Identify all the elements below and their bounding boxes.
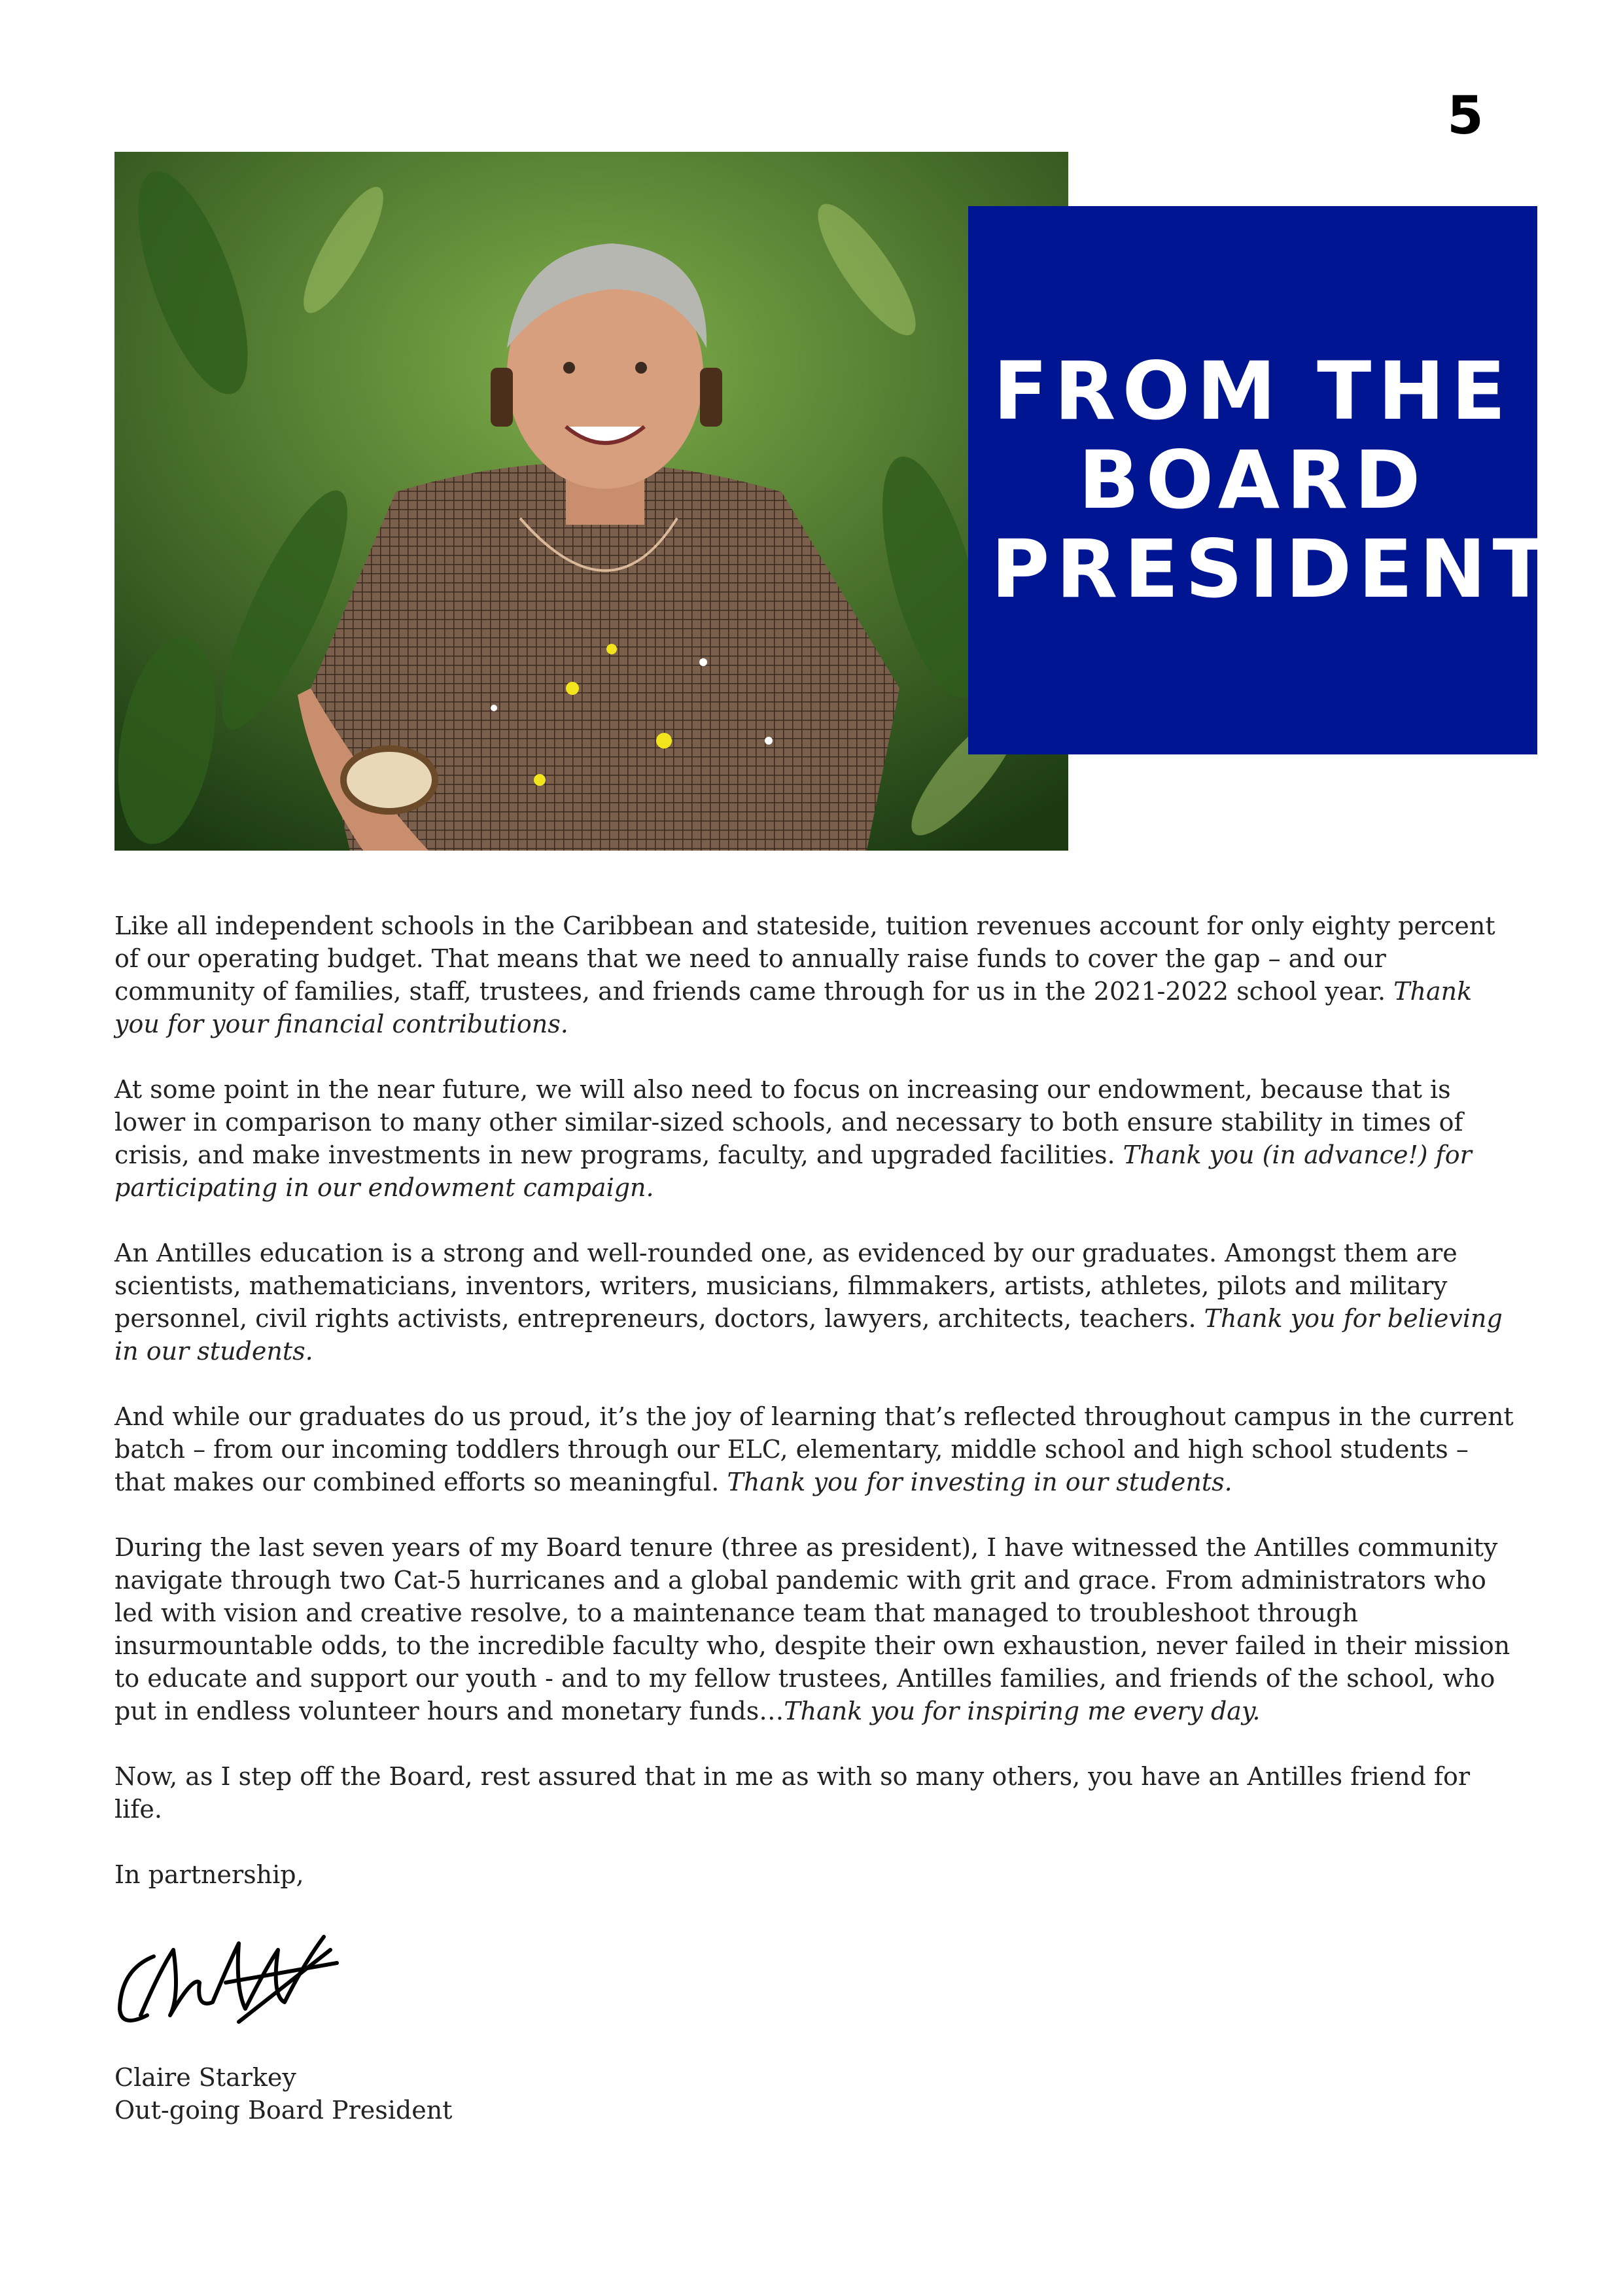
paragraph-text: An Antilles education is a strong and well-rounded one, as evidenced by our graduates. Amongst them are scientists, mathematicians, inventors, writers, musicians, filmmakers, artists, athletes, pilots and military personnel, civil rights activists, entrepreneurs, doctors, lawyers, architects, teachers.	[114, 1239, 1457, 1333]
title-line: BOARD	[1078, 434, 1427, 527]
letter-paragraph	[114, 1531, 1514, 1727]
handwritten-signature	[114, 1924, 350, 2035]
signature-image	[114, 1924, 1514, 2035]
portrait-photo	[114, 152, 1068, 851]
closing-line: In partnership,	[114, 1860, 304, 1889]
letter-body	[114, 910, 1514, 2127]
paragraph-text: And while our graduates do us proud, it’s the joy of learning that’s reflected throughout campus in the current batch – from our incoming toddlers through our ELC, elementary, middle school and high school students – that makes our combined efforts so meaningful.	[114, 1402, 1514, 1496]
paragraph-text: Now, as I step off the Board, rest assured that in me as with so many others, you have an Antilles friend for life.	[114, 1762, 1471, 1824]
signer-title: Out-going Board President	[114, 2096, 453, 2125]
letter-paragraph	[114, 1237, 1514, 1368]
page-number: 5	[1447, 85, 1484, 146]
title-box	[968, 206, 1554, 754]
paragraph-emphasis: Thank you for inspiring me every day.	[784, 1697, 1261, 1725]
paragraph-emphasis: Thank you for believing in our students.	[114, 1304, 1503, 1366]
letter-paragraph	[114, 1400, 1514, 1498]
title-line: PRESIDENT	[991, 523, 1554, 616]
paragraph-text: During the last seven years of my Board tenure (three as president), I have witnessed the Antilles community navigate through two Cat-5 hurricanes and a global pandemic with grit and grace. From administrators who led with vision and creative resolve, to a maintenance team that managed to troubleshoot through insurmountable odds, to the incredible faculty who, despite their own exhaustion, never failed in their mission to educate and support our youth - and to my fellow trustees, Antilles families, and friends of the school, who put in endless volunteer hours and monetary funds…	[114, 1533, 1510, 1725]
paragraph-text: Like all independent schools in the Caribbean and stateside, tuition revenues account for only eighty percent of our operating budget. That means that we need to annually raise funds to cover the gap – and our community of families, staff, trustees, and friends came through for us in the 2021-2022 school year.	[114, 911, 1495, 1006]
paragraph-emphasis: Thank you for your financial contributions.	[114, 977, 1473, 1038]
signer-block	[114, 2061, 1514, 2127]
letter-paragraph	[114, 1760, 1514, 1826]
letter-paragraph	[114, 910, 1514, 1040]
portrait-illustration	[114, 152, 1068, 851]
page-title	[991, 345, 1554, 616]
paragraph-emphasis: Thank you for investing in our students.	[727, 1468, 1232, 1496]
paragraph-emphasis: Thank you (in advance!) for participating in our endowment campaign.	[114, 1140, 1472, 1202]
signer-name: Claire Starkey	[114, 2063, 296, 2092]
letter-paragraph	[114, 1073, 1514, 1204]
title-line: FROM THE	[993, 345, 1512, 438]
paragraph-text: At some point in the near future, we will also need to focus on increasing our endowment, because that is lower in comparison to many other similar-sized schools, and necessary to both ensure stability in times of crisis, and make investments in new programs, faculty, and upgraded facilities.	[114, 1075, 1463, 1169]
